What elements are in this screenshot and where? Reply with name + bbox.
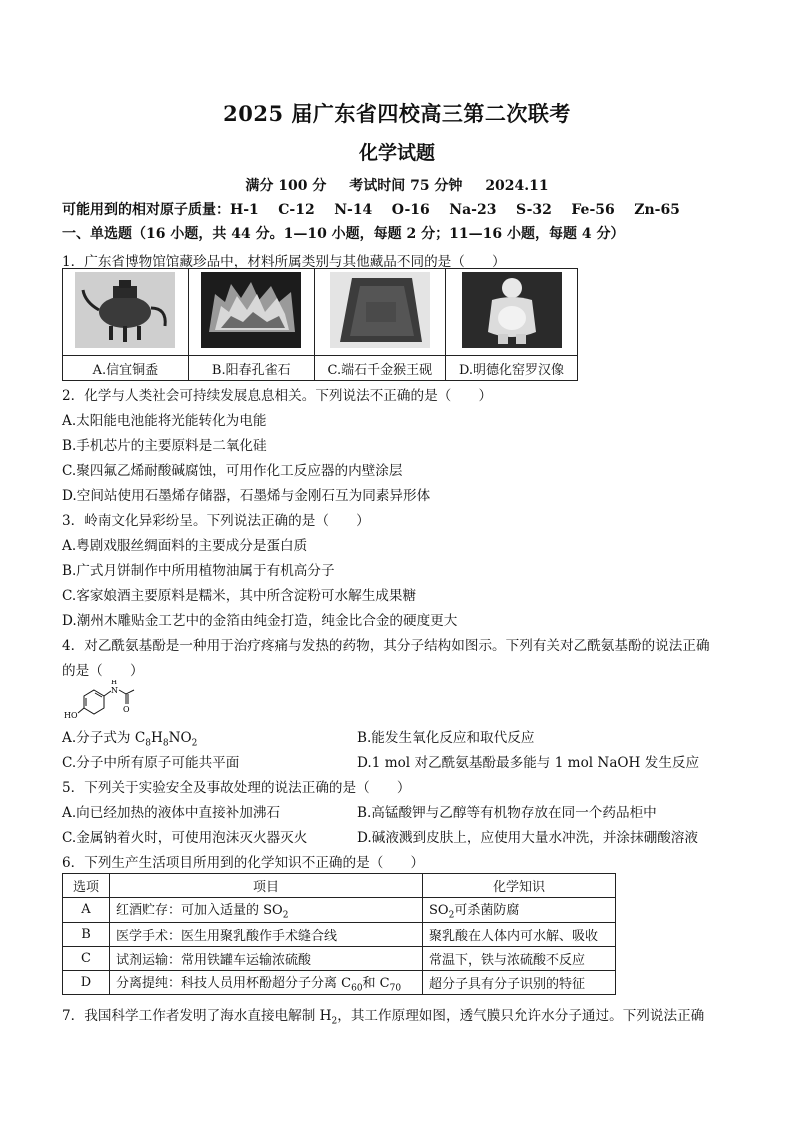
question-1-stem: 1．广东省博物馆馆藏珍品中，材料所属类别与其他藏品不同的是（ ） xyxy=(62,254,506,270)
question-5-option-d: D.碱液溅到皮肤上，应使用大量水冲洗，并涂抹硼酸溶液 xyxy=(357,830,698,846)
question-4-option-c: C.分子中所有原子可能共平面 xyxy=(62,755,240,771)
question-3-option-d: D.潮州木雕贴金工艺中的金箔由纯金打造，纯金比合金的硬度更大 xyxy=(62,613,458,629)
row-a-knowledge: $SO_2$可杀菌防腐 xyxy=(423,898,616,923)
exam-meta xyxy=(0,175,794,195)
acetaminophen-structure xyxy=(64,680,144,722)
row-c-item: 试剂运输：常用铁罐车运输浓硫酸 xyxy=(110,946,423,970)
carbonyl-oxygen-label: O xyxy=(123,705,130,714)
image-cell-b xyxy=(188,269,314,356)
arhat-statue-image xyxy=(462,272,562,348)
subject-title: 化学试题 xyxy=(358,142,435,164)
header-knowledge: 化学知识 xyxy=(423,874,616,898)
row-d-item: 分离提纯：科技人员用杯酚超分子分离 $C_{60}$和 $C_{70}$ xyxy=(110,970,423,995)
question-3-stem: 3．岭南文化异彩纷呈。下列说法正确的是（ ） xyxy=(62,513,370,529)
option-a-caption: A.信宜铜盉 xyxy=(63,356,189,381)
row-b-option: B xyxy=(63,922,110,946)
section-heading: 一、单选题（16 小题，共 44 分。1—10 小题，每题 2 分；11—16 小题，每题 4 分） xyxy=(62,226,625,242)
question-4-stem-line-1: 4．对乙酰氨基酚是一种用于治疗疼痛与发热的药物，其分子结构如图示。下列有关对乙酰氨基酚的说法正确 xyxy=(62,638,710,654)
row-b-item: 医学手术：医生用聚乳酸作手术缝合线 xyxy=(110,922,423,946)
question-7-stem: 7．我国科学工作者发明了海水直接电解制 $H_2$，其工作原理如图，透气膜只允许水分子通过。下列说法正确 xyxy=(62,1008,705,1027)
question-5-option-b: B.高锰酸钾与乙醇等有机物存放在同一个药品柜中 xyxy=(357,805,657,821)
option-c-caption: C.端石千金猴王砚 xyxy=(314,356,445,381)
question-2-option-a: A.太阳能电池能将光能转化为电能 xyxy=(62,413,267,429)
question-6-table xyxy=(62,873,616,995)
row-d-option: D xyxy=(63,970,110,995)
question-2-option-c: C.聚四氟乙烯耐酸碱腐蚀，可用作化工反应器的内壁涂层 xyxy=(62,463,403,479)
atomic-masses xyxy=(62,199,680,219)
question-4-stem-line-2: 的是（ ） xyxy=(62,663,144,679)
image-cell-d xyxy=(446,269,578,356)
row-d-knowledge: 超分子具有分子识别的特征 xyxy=(423,970,616,995)
option-b-caption: B.阳春孔雀石 xyxy=(188,356,314,381)
amide-hydrogen-label: H xyxy=(111,680,118,686)
question-3-option-a: A.粤剧戏服丝绸面料的主要成分是蛋白质 xyxy=(62,538,308,554)
bronze-vessel-image xyxy=(75,272,175,348)
question-3-option-c: C.客家娘酒主要原料是糯米，其中所含淀粉可水解生成果糖 xyxy=(62,588,417,604)
hydroxyl-label: HO xyxy=(64,711,78,720)
table-row xyxy=(63,922,616,946)
question-5-option-c: C.金属钠着火时，可使用泡沫灭火器灭火 xyxy=(62,830,308,846)
full-marks: 满分 100 分 xyxy=(245,178,327,194)
row-b-knowledge: 聚乳酸在人体内可水解、吸收 xyxy=(423,922,616,946)
row-a-option: A xyxy=(63,898,110,923)
image-cell-c xyxy=(314,269,445,356)
question-4-option-a: A.分子式为 $C_8H_8NO_2$ xyxy=(62,730,198,749)
row-c-knowledge: 常温下，铁与浓硫酸不反应 xyxy=(423,946,616,970)
malachite-image xyxy=(201,272,301,348)
question-2-option-b: B.手机芯片的主要原料是二氧化硅 xyxy=(62,438,267,454)
header-option: 选项 xyxy=(63,874,110,898)
question-2-option-d: D.空间站使用石墨烯存储器，石墨烯与金刚石互为同素异形体 xyxy=(62,488,431,504)
question-5-stem: 5．下列关于实验安全及事故处理的说法正确的是（ ） xyxy=(62,780,411,796)
table-row xyxy=(63,946,616,970)
row-a-item: 红酒贮存：可加入适量的 $SO_2$ xyxy=(110,898,423,923)
inkstone-image xyxy=(330,272,430,348)
row-c-option: C xyxy=(63,946,110,970)
atomic-masses-label: 可能用到的相对原子质量： xyxy=(62,202,230,218)
question-2-stem: 2．化学与人类社会可持续发展息息相关。下列说法不正确的是（ ） xyxy=(62,388,493,404)
header-item: 项目 xyxy=(110,874,423,898)
exam-date: 2024.11 xyxy=(485,178,549,194)
question-4-option-d: D.1 mol 对乙酰氨基酚最多能与 1 mol NaOH 发生反应 xyxy=(357,755,700,771)
table-row xyxy=(63,898,616,923)
question-1-image-table xyxy=(62,268,578,381)
image-cell-a xyxy=(63,269,189,356)
exam-time: 考试时间 75 分钟 xyxy=(349,178,463,194)
table-header-row xyxy=(63,874,616,898)
atomic-masses-values: H-1 C-12 N-14 O-16 Na-23 S-32 Fe-56 Zn-65 xyxy=(230,202,680,218)
question-4-option-b: B.能发生氧化反应和取代反应 xyxy=(357,730,535,746)
question-3-option-b: B.广式月饼制作中所用植物油属于有机高分子 xyxy=(62,563,335,579)
table-row xyxy=(63,970,616,995)
nitrogen-label: N xyxy=(111,686,118,695)
question-5-option-a: A.向已经加热的液体中直接补加沸石 xyxy=(62,805,281,821)
question-6-stem: 6．下列生产生活项目所用到的化学知识不正确的是（ ） xyxy=(62,855,425,871)
option-d-caption: D.明德化窑罗汉像 xyxy=(446,356,578,381)
exam-title: 2025 届广东省四校高三第二次联考 xyxy=(223,101,571,126)
